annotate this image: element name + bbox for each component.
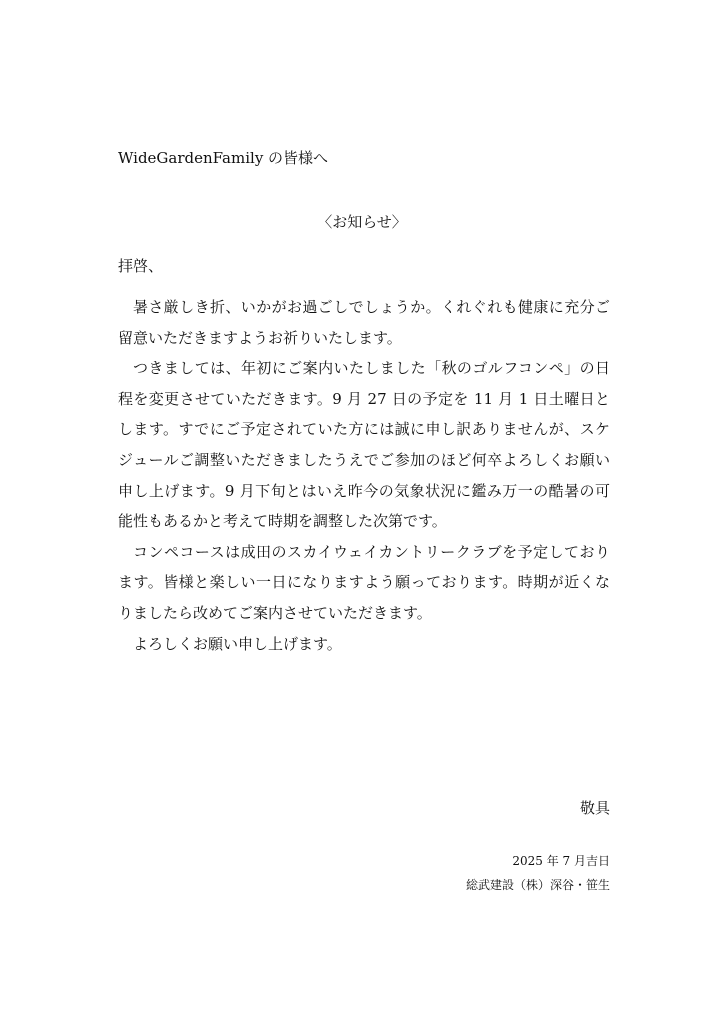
sender-name: 総武建設（株）深谷・笹生 — [465, 878, 610, 892]
letter-date: 2025 年 7 月吉日 — [512, 854, 610, 868]
body-paragraph: つきましては、年初にご案内いたしました「秋のゴルフコンペ」の日程を変更させていただきます。9 月 27 日の予定を 11 月 1 日土曜日とします。すでにご予定されていた方には誠に申し訳ありませんが、スケジュールご調整いただきましたうえでご参加のほど何卒よろしくお願い申し上げます。9 月下旬とはいえ昨今の気象状況に鑑み万一の酷暑の可能性もあるかと考えて時期を調整した次第です。 — [118, 359, 610, 531]
salutation: 拝啓、 — [118, 257, 164, 275]
addressee: WideGardenFamily の皆様へ — [118, 149, 329, 167]
body-paragraph: コンペコースは成田のスカイウェイカントリークラブを予定しております。皆様と楽しい一日になりますよう願っております。時期が近くなりましたら改めてご案内させていただきます。 — [118, 542, 610, 622]
notice-title: 〈お知らせ〉 — [317, 213, 407, 231]
body-paragraph: 暑さ厳しき折、いかがお過ごしでしょうか。くれぐれも健康に充分ご留意いただきますようお祈りいたします。 — [118, 298, 610, 347]
body-paragraph: よろしくお願い申し上げます。 — [133, 634, 342, 653]
letter-body — [118, 292, 610, 659]
closing-remark: 敬具 — [579, 799, 610, 817]
